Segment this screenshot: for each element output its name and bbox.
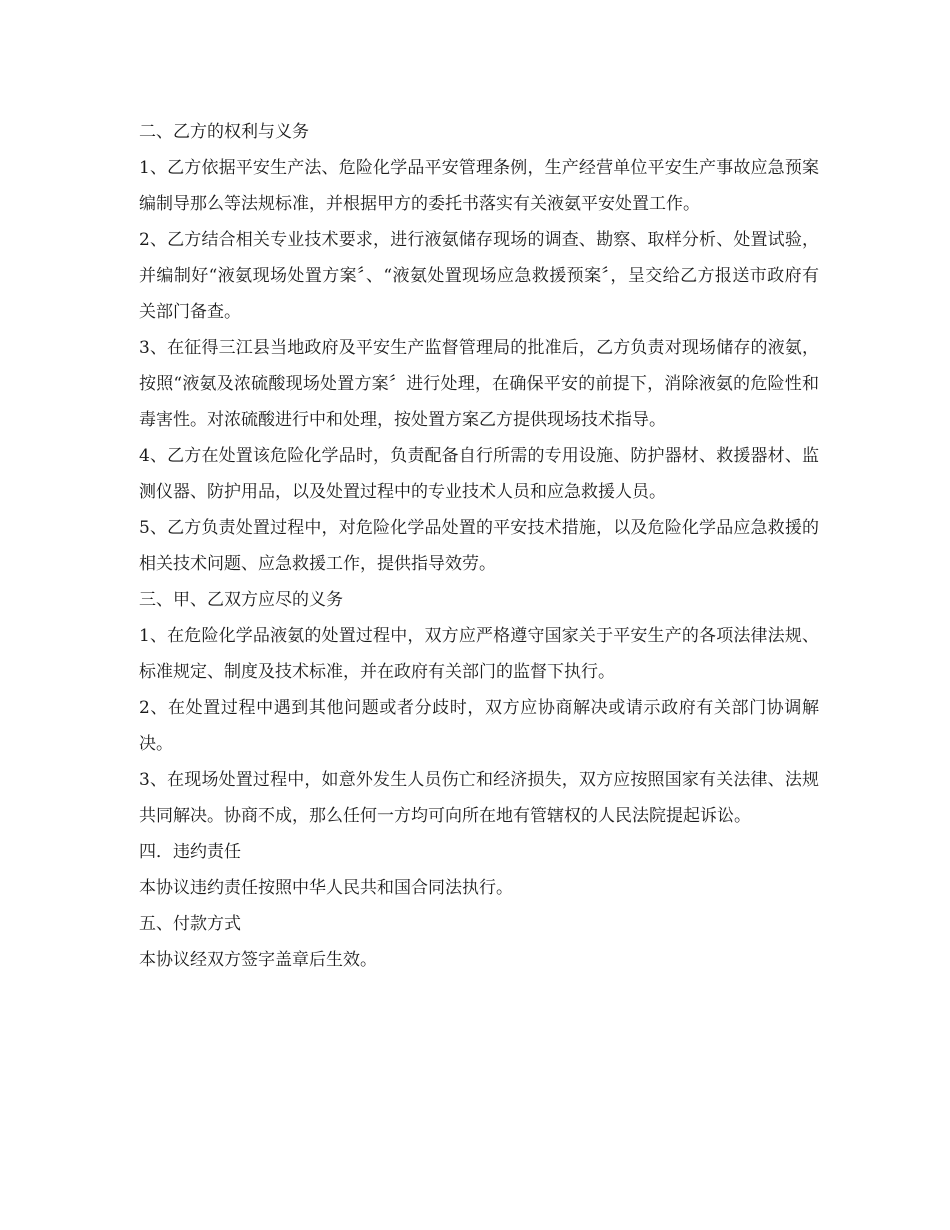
document-body: [139, 114, 819, 978]
clause-b-3: 3、在征得三江县当地政府及平安生产监督管理局的批准后，乙方负责对现场储存的液氨，按照“液氨及浓硫酸现场处置方案〞进行处理，在确保平安的前提下，消除液氨的危险性和毒害性。对浓硫酸进行中和处理，按处置方案乙方提供现场技术指导。: [139, 338, 819, 430]
breach-liability-text: 本协议违约责任按照中华人民共和国合同法执行。: [139, 878, 513, 898]
section-heading-mutual-obligations: 三、甲、乙双方应尽的义务: [139, 590, 343, 610]
section-heading-breach-liability: 四．违约责任: [139, 842, 241, 862]
clause-b-2: 2、乙方结合相关专业技术要求，进行液氨储存现场的调查、勘察、取样分析、处置试验，并编制好“液氨现场处置方案〞、“液氨处置现场应急救援预案〞，呈交给乙方报送市政府有关部门备查。: [139, 230, 819, 322]
clause-b-1: 1、乙方依据平安生产法、危险化学品平安管理条例，生产经营单位平安生产事故应急预案编制导那么等法规标准，并根据甲方的委托书落实有关液氨平安处置工作。: [139, 158, 819, 214]
clause-m-2: 2、在处置过程中遇到其他问题或者分歧时，双方应协商解决或请示政府有关部门协调解决。: [139, 698, 819, 754]
section-heading-payment-method: 五、付款方式: [139, 914, 241, 934]
clause-m-3: 3、在现场处置过程中，如意外发生人员伤亡和经济损失，双方应按照国家有关法律、法规共同解决。协商不成，那么任何一方均可向所在地有管辖权的人民法院提起诉讼。: [139, 770, 819, 826]
clause-b-4: 4、乙方在处置该危险化学品时，负责配备自行所需的专用设施、防护器材、救援器材、监测仪器、防护用品，以及处置过程中的专业技术人员和应急救援人员。: [139, 446, 819, 502]
section-heading-party-b-rights: 二、乙方的权利与义务: [139, 122, 309, 142]
clause-m-1: 1、在危险化学品液氨的处置过程中，双方应严格遵守国家关于平安生产的各项法律法规、标准规定、制度及技术标准，并在政府有关部门的监督下执行。: [139, 626, 819, 682]
payment-method-text: 本协议经双方签字盖章后生效。: [139, 950, 377, 970]
clause-b-5: 5、乙方负责处置过程中，对危险化学品处置的平安技术措施，以及危险化学品应急救援的相关技术问题、应急救援工作，提供指导效劳。: [139, 518, 819, 574]
